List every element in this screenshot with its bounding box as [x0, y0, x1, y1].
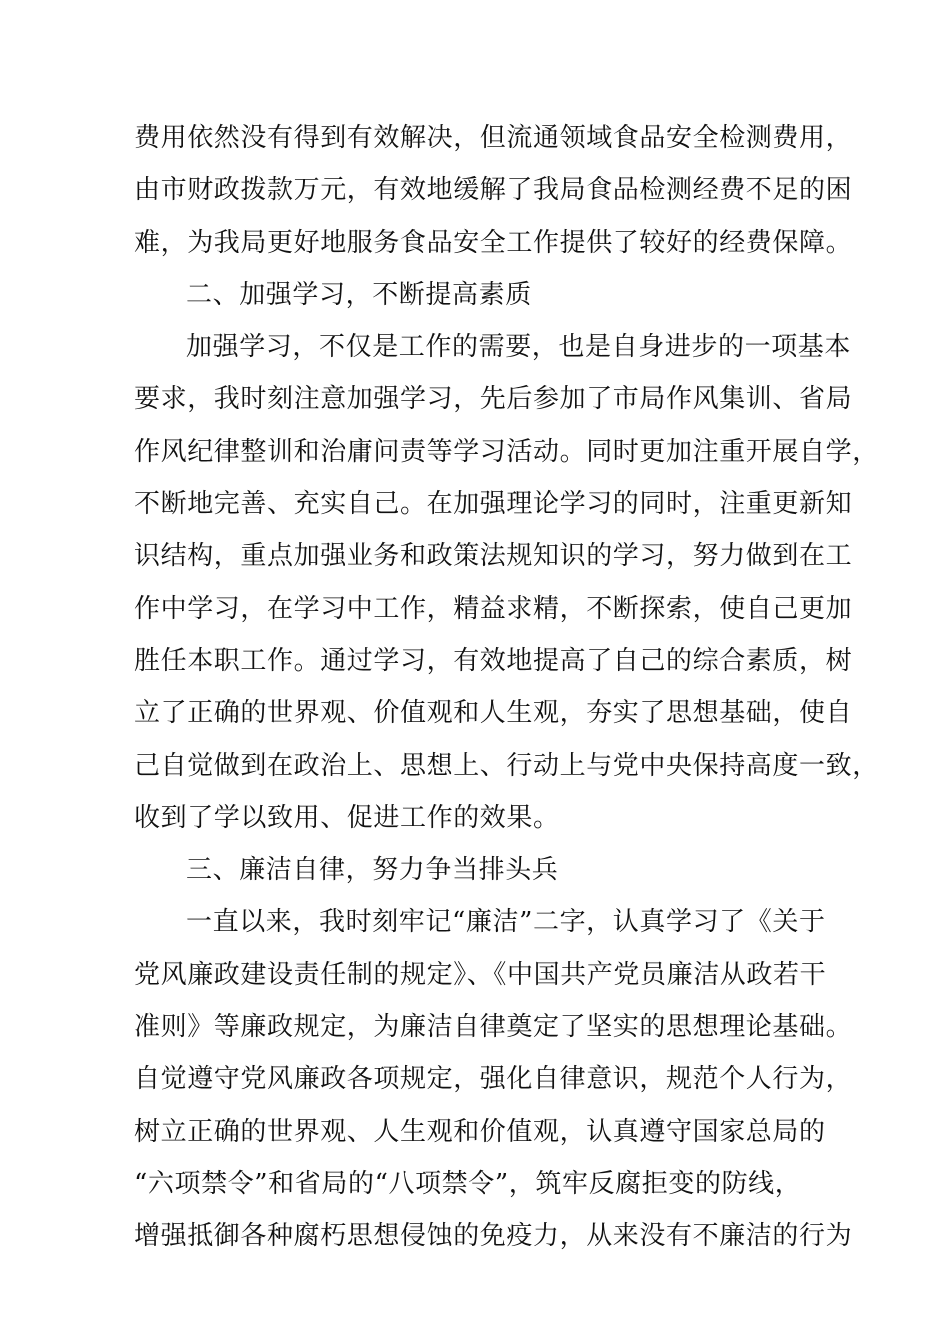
text-line: 费用依然没有得到有效解决，但流通领域食品安全检测费用，	[134, 123, 853, 153]
section-heading: 三、廉洁自律，努力争当排头兵	[186, 855, 559, 886]
text-line: 党风廉政建设责任制的规定》、《中国共产党员廉洁从政若干	[134, 959, 827, 990]
body-text	[134, 112, 879, 1263]
text-line: 难，为我局更好地服务食品安全工作提供了较好的经费保障。	[134, 227, 853, 258]
text-line: 准则》等廉政规定，为廉洁自律奠定了坚实的思想理论基础。	[134, 1012, 853, 1043]
text-line: 增强抵御各种腐朽思想侵蚀的免疫力，从来没有不廉洁的行为	[134, 1221, 853, 1252]
text-line: 树立正确的世界观、人生观和价值观，认真遵守国家总局的	[134, 1116, 826, 1147]
text-line: 识结构，重点加强业务和政策法规知识的学习，努力做到在工	[134, 541, 853, 572]
paragraph-first-line: 一直以来，我时刻牢记“廉洁”二字，认真学习了《关于	[186, 907, 826, 938]
paragraph-first-line: 加强学习，不仅是工作的需要，也是自身进步的一项基本	[186, 332, 852, 363]
text-line: 胜任本职工作。通过学习，有效地提高了自己的综合素质，树	[134, 645, 853, 676]
text-line: 由市财政拨款万元，有效地缓解了我局食品检测经费不足的困	[134, 175, 853, 206]
text-line: 己自觉做到在政治上、思想上、行动上与党中央保持高度一致，	[134, 750, 879, 781]
text-line: 不断地完善、充实自己。在加强理论学习的同时，注重更新知	[134, 489, 853, 520]
text-line: 立了正确的世界观、价值观和人生观，夯实了思想基础，使自	[134, 698, 853, 729]
text-line: 作中学习，在学习中工作，精益求精，不断探索，使自己更加	[134, 593, 853, 624]
section-heading: 二、加强学习，不断提高素质	[186, 279, 532, 310]
text-line: “六项禁令”和省局的“八项禁令”，筑牢反腐拒变的防线，	[134, 1168, 802, 1199]
text-line: 要求，我时刻注意加强学习，先后参加了市局作风集训、省局	[134, 384, 853, 415]
text-line: 作风纪律整训和治庸问责等学习活动。同时更加注重开展自学，	[134, 436, 879, 467]
text-line: 收到了学以致用、促进工作的效果。	[134, 802, 560, 833]
text-line: 自觉遵守党风廉政各项规定，强化自律意识，规范个人行为，	[134, 1064, 853, 1095]
